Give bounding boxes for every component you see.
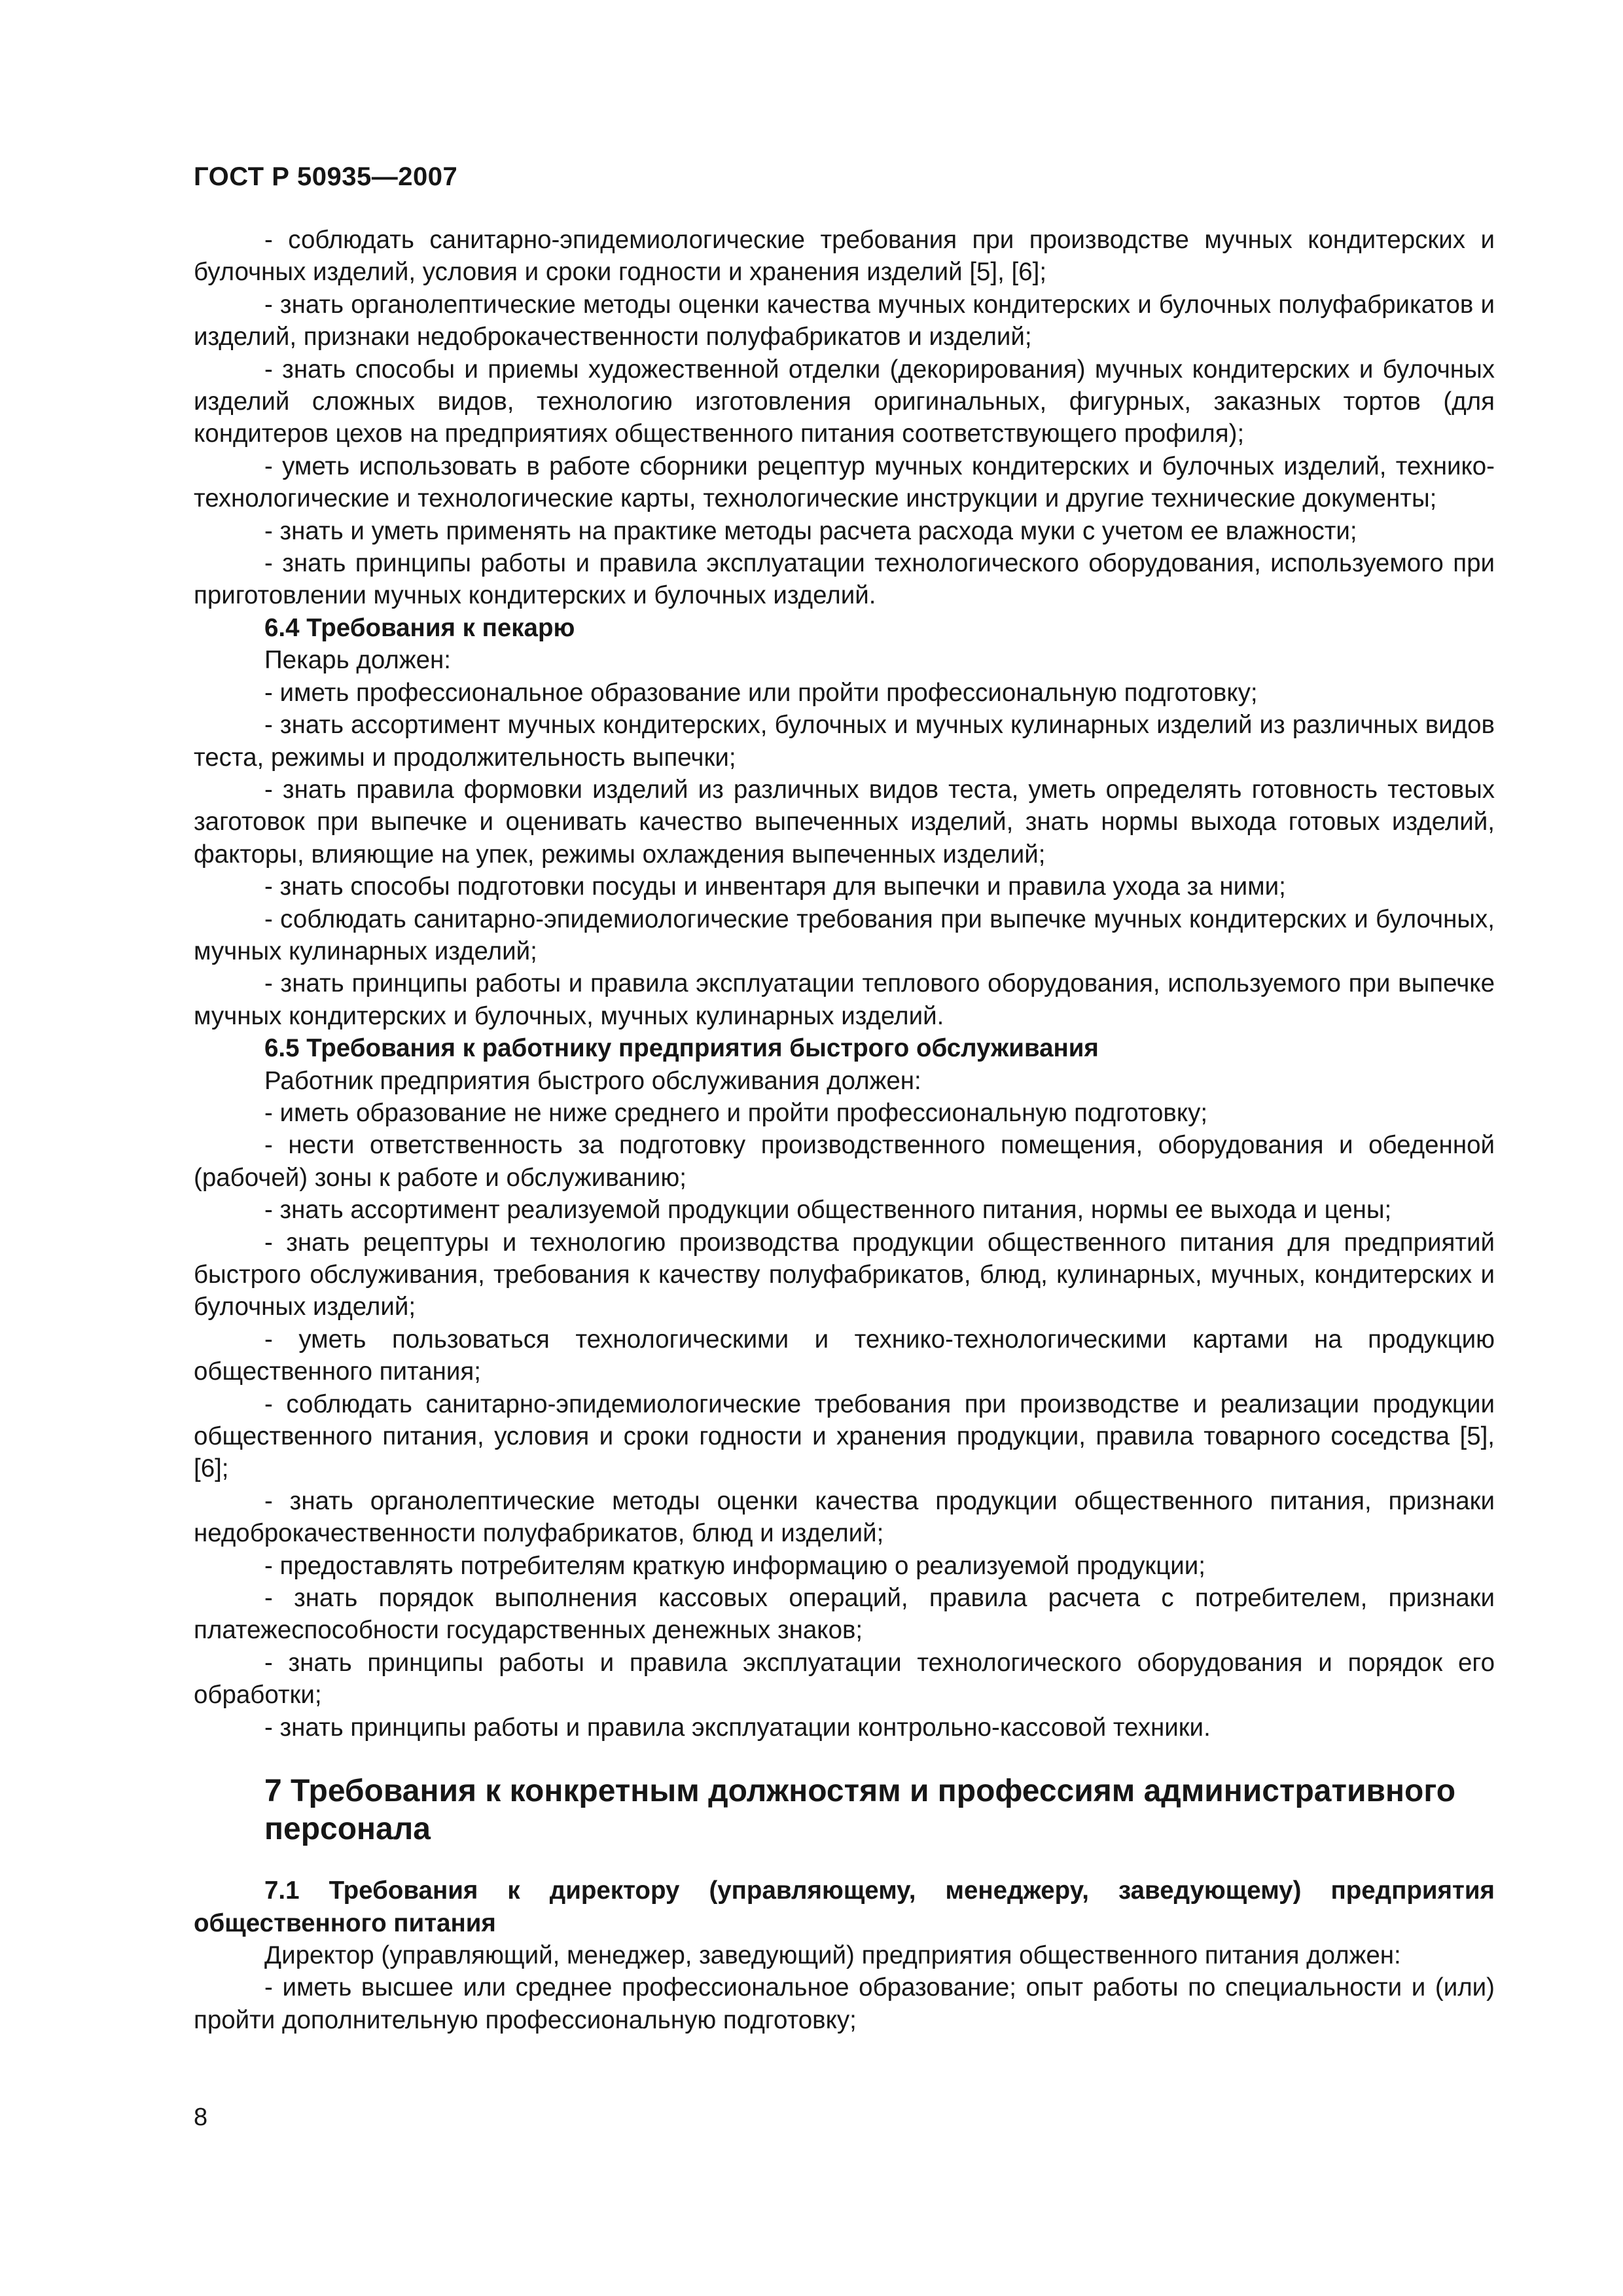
paragraph: - знать и уметь применять на практике методы расчета расхода муки с учетом ее влажности; [264,516,1357,545]
paragraph: - знать принципы работы и правила эксплуатации контрольно-кассовой техники. [264,1713,1211,1742]
section-heading-6-4: 6.4 Требования к пекарю [264,613,575,642]
paragraph: Директор (управляющий, менеджер, заведующий) предприятия общественного питания должен: [264,1941,1401,1969]
paragraph: - знать способы подготовки посуды и инвентаря для выпечки и правила ухода за ними; [264,872,1286,901]
section-heading-7-1: 7.1 Требования к директору (управляющему, менеджеру, заведующему) предприятия общественного питания [194,1876,1495,1937]
paragraph: - знать рецептуры и технологию производства продукции общественного питания для предприятий быстрого обслуживания, требования к качеству полуфабрикатов, блюд, кулинарных, мучных, кондитерских и булочных изделий; [194,1228,1495,1321]
paragraph: Пекарь должен: [264,646,451,675]
paragraph: - знать порядок выполнения кассовых операций, правила расчета с потребителем, признаки платежеспособности государственных денежных знаков; [194,1584,1495,1645]
paragraph: - знать органолептические методы оценки качества продукции общественного питания, признаки недоброкачественности полуфабрикатов, блюд и изделий; [194,1486,1495,1548]
paragraph: - соблюдать санитарно-эпидемиологические требования при выпечке мучных кондитерских и булочных, мучных кулинарных изделий; [194,905,1495,965]
chapter-heading-7: 7 Требования к конкретным должностям и профессиям административного персонала [264,1774,1456,1847]
paragraph: - предоставлять потребителям краткую информацию о реализуемой продукции; [264,1551,1205,1580]
paragraph: - знать ассортимент мучных кондитерских, булочных и мучных кулинарных изделий из различных видов теста, режимы и продолжительность выпечки; [194,711,1495,772]
paragraph: - знать принципы работы и правила эксплуатации технологического оборудования, используемого при приготовлении мучных кондитерских и булочных изделий. [194,549,1495,610]
paragraph: - нести ответственность за подготовку производственного помещения, оборудования и обеденной (рабочей) зоны к работе и обслуживанию; [194,1131,1495,1192]
paragraph: - знать ассортимент реализуемой продукции общественного питания, нормы ее выхода и цены; [264,1196,1392,1225]
paragraph: - знать принципы работы и правила эксплуатации технологического оборудования и порядок его обработки; [194,1648,1495,1710]
paragraph: - уметь использовать в работе сборники рецептур мучных кондитерских и булочных изделий, технико-технологические и технологические карты, технологические инструкции и другие технические документы; [194,452,1495,513]
paragraph: - знать способы и приемы художественной отделки (декорирования) мучных кондитерских и булочных изделий сложных видов, технологию изготовления оригинальных, фигурных, заказных тортов (для кондитеров цехов на предприятиях общественного питания соответствующего профиля); [194,355,1495,448]
paragraph: - иметь образование не ниже среднего и пройти профессиональную подготовку; [264,1098,1208,1127]
document-body [194,224,1495,2036]
paragraph: - знать органолептические методы оценки качества мучных кондитерских и булочных полуфабрикатов и изделий, признаки недоброкачественности полуфабрикатов и изделий; [194,290,1495,351]
section-heading-6-5: 6.5 Требования к работнику предприятия быстрого обслуживания [264,1034,1099,1063]
paragraph: Работник предприятия быстрого обслуживания должен: [264,1066,921,1095]
page-number: 8 [194,2104,208,2131]
paragraph: - уметь пользоваться технологическими и технико-технологическими картами на продукцию общественного питания; [194,1325,1495,1386]
paragraph: - иметь профессиональное образование или пройти профессиональную подготовку; [264,678,1258,707]
paragraph: - знать правила формовки изделий из различных видов теста, уметь определять готовность тестовых заготовок при выпечке и оценивать качество выпеченных изделий, знать нормы выхода готовых изделий, факторы, влияющие на упек, режимы охлаждения выпеченных изделий; [194,775,1495,869]
document-header: ГОСТ Р 50935—2007 [194,162,458,191]
paragraph: - знать принципы работы и правила эксплуатации теплового оборудования, используемого при выпечке мучных кондитерских и булочных, мучных кулинарных изделий. [194,969,1495,1030]
paragraph: - иметь высшее или среднее профессиональное образование; опыт работы по специальности и (или) пройти дополнительную профессиональную подготовку; [194,1973,1495,2034]
paragraph: - соблюдать санитарно-эпидемиологические требования при производстве мучных кондитерских и булочных изделий, условия и сроки годности и хранения изделий [5], [6]; [194,226,1495,287]
paragraph: - соблюдать санитарно-эпидемиологические требования при производстве и реализации продукции общественного питания, условия и сроки годности и хранения продукции, правила товарного соседства [5], [6]; [194,1390,1495,1483]
